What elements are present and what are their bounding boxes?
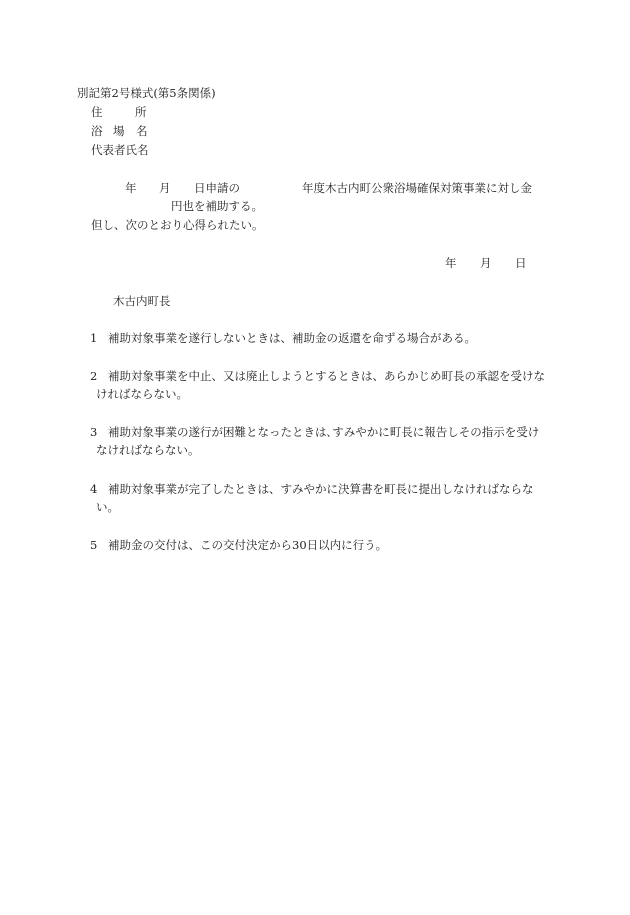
grant-amount-text: 円也を補助する。 <box>171 199 263 213</box>
issuer-name: 木古内町長 <box>113 294 171 308</box>
date-year-label: 年 <box>445 256 457 270</box>
condition-text-continued: なければならない。 <box>96 443 200 457</box>
address-label-char-1: 住 <box>91 105 103 119</box>
representative-label: 代表者氏名 <box>91 143 149 157</box>
grant-purpose-text: 年度木古内町公衆浴場確保対策事業に対し金 <box>302 181 532 195</box>
condition-text: 補助対象事業を中止、又は廃止しようとするときは、あらかじめ町長の承認を受けな <box>108 369 545 383</box>
condition-text: 補助対象事業の遂行が困難となったときは､すみやかに町長に報告しその指示を受け <box>108 425 540 439</box>
bath-name-label-char-1: 浴 <box>91 124 103 138</box>
grant-month-label: 月 <box>159 181 171 195</box>
grant-year-label: 年 <box>125 181 137 195</box>
condition-text-continued: い。 <box>96 500 119 514</box>
condition-text-continued: ければならない。 <box>96 387 188 401</box>
condition-text: 補助対象事業を遂行しないときは、補助金の返還を命ずる場合がある。 <box>108 331 476 345</box>
bath-name-label-char-2: 場 <box>113 124 125 138</box>
condition-number: 2 <box>90 369 98 383</box>
proviso-text: 但し、次のとおり心得られたい。 <box>91 218 264 232</box>
grant-day-applied-label: 日申請の <box>194 181 240 195</box>
address-label-char-2: 所 <box>135 105 147 119</box>
date-day-label: 日 <box>515 256 527 270</box>
condition-number: 5 <box>90 538 98 552</box>
condition-number: 1 <box>90 331 98 345</box>
condition-text: 補助対象事業が完了したときは、すみやかに決算書を町長に提出しなければならな <box>108 482 534 496</box>
condition-number: 4 <box>90 482 98 496</box>
date-month-label: 月 <box>480 256 492 270</box>
condition-text: 補助金の交付は、この交付決定から30日以内に行う。 <box>108 538 388 552</box>
form-title: 別記第2号様式(第5条関係) <box>77 86 216 100</box>
bath-name-label-char-3: 名 <box>136 124 148 138</box>
condition-number: 3 <box>90 425 98 439</box>
